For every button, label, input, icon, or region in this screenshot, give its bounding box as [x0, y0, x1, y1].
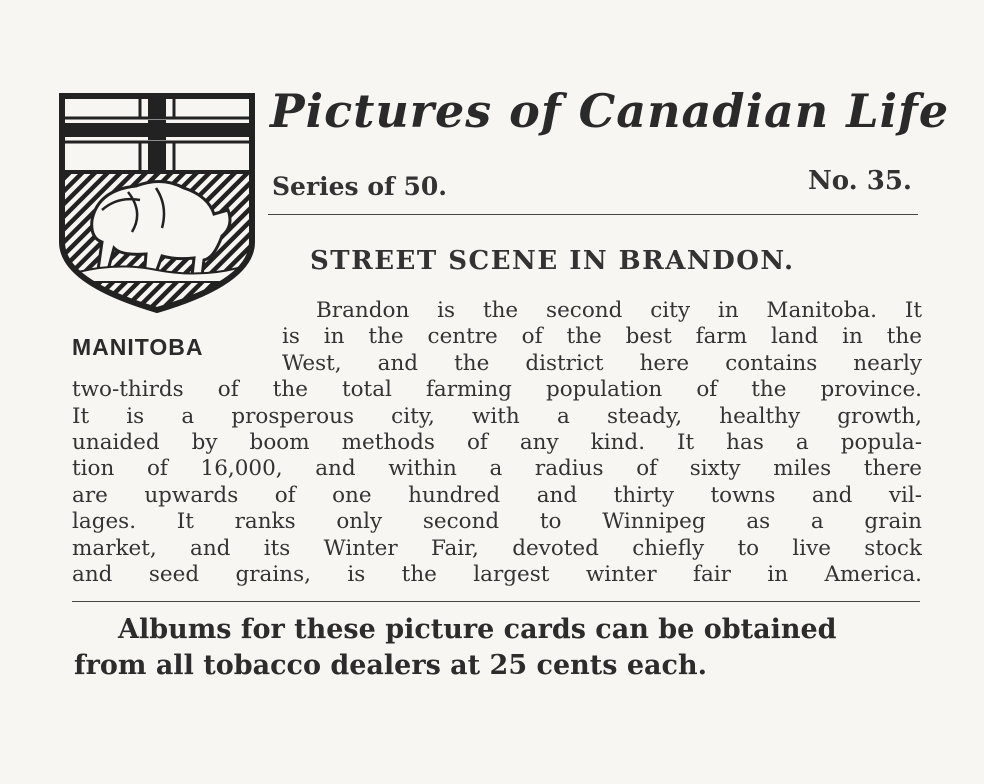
description-line: and seed grains, is the largest winter fair in America.	[72, 561, 922, 587]
description-line: West, and the district here contains nearly	[282, 350, 922, 376]
bottom-divider	[72, 601, 920, 602]
description-line: It is a prosperous city, with a steady, healthy growth,	[72, 403, 922, 429]
description-line: are upwards of one hundred and thirty towns and vil-	[72, 482, 922, 508]
description-line: unaided by boom methods of any kind. It has a popula-	[72, 429, 922, 455]
card-title: Pictures of Canadian Life	[270, 84, 950, 138]
card-number: No. 35.	[808, 166, 912, 196]
description-text	[72, 298, 922, 598]
description-line: is in the centre of the best farm land in the	[282, 324, 922, 350]
albums-line: from all tobacco dealers at 25 cents each.	[74, 650, 707, 681]
top-divider	[268, 214, 918, 215]
description-line: two-thirds of the total farming population of the province.	[72, 377, 922, 403]
description-line: lages. It ranks only second to Winnipeg as a grain	[72, 509, 922, 535]
manitoba-crest-icon	[58, 92, 256, 314]
description-line: tion of 16,000, and within a radius of sixty miles there	[72, 456, 922, 482]
albums-line: Albums for these picture cards can be obtained	[118, 614, 837, 645]
description-line: Brandon is the second city in Manitoba. It	[316, 298, 922, 323]
albums-notice	[74, 612, 924, 684]
province-label: MANITOBA	[72, 334, 204, 360]
scene-heading: STREET SCENE IN BRANDON.	[310, 246, 795, 276]
description-line: market, and its Winter Fair, devoted chiefly to live stock	[72, 535, 922, 561]
series-label: Series of 50.	[272, 172, 447, 201]
